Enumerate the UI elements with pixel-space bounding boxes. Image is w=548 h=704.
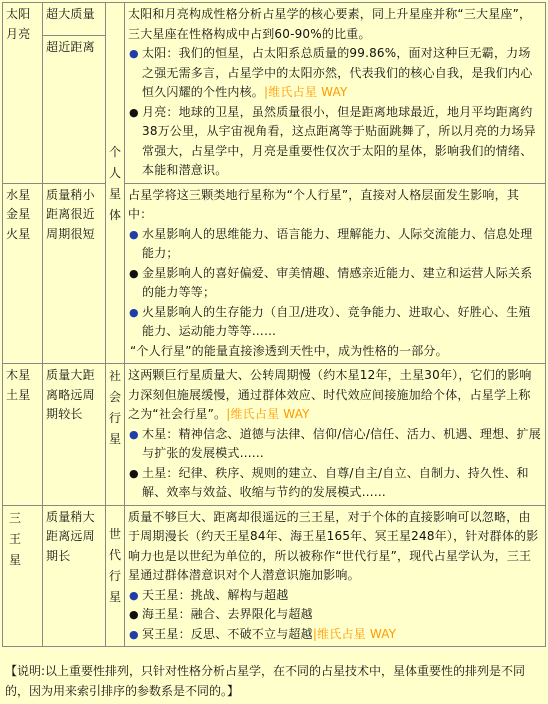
personal-intro: 占星学将这三颗类地行星称为“个人行星”，直接对人格层面发生影响，其中： (128, 187, 520, 221)
bullet-uranus-text: 天王星：挑战、解构与超越 (142, 587, 289, 602)
bullet-pluto (128, 625, 542, 645)
bullet-neptune-text: 海王星：融合、去界限化与超越 (142, 607, 313, 621)
bullet-venus-text: 金星影响人的喜好偏爱、审美情趣、情感亲近能力、建立和运营人际关系的能力等等； (142, 265, 533, 299)
bullet-sun-text: 太阳：我们的恒星，占太阳系总质量的99.86%，面对这种巨无霸，力场之强无需多言，占星学中的太阳亦然，代表我们的核心自我，是我们内心恒久闪耀的个性内核。 (142, 46, 533, 99)
desc-personal-short: 质量稍小距离很近周期很短 (43, 183, 106, 364)
row-social (3, 364, 546, 506)
name-social: 木星土星 (3, 364, 43, 506)
row-sun-moon (3, 3, 546, 36)
bullet-mars-text: 火星影响人的生存能力（自卫/进攻）、竞争能力、进取心、好胜心、生殖能力、运动能力等等…… (142, 304, 531, 338)
planets-table (2, 2, 546, 647)
desc-generational-short: 质量稍大距离远周期长 (43, 505, 106, 647)
social-intro: 这两颗巨行星质量大、公转周期慢（约木星12年，土星30年），它们的影响力深刻但施展缓慢，通过群体效应、时代效应间接施加给个体，占星学上称之为“社会行星”。 (128, 368, 532, 421)
bullet-sun-body (142, 44, 542, 103)
bullet-saturn-text: 土星：纪律、秩序、规则的建立、自尊/自主/自立、自制力、持久性、和解、效率与效益、收缩与节约的发展模式…… (142, 465, 529, 499)
name-generational-text: 三王星 (9, 510, 22, 567)
footnote: 【说明:以上重要性排列，只针对性格分析占星学，在不同的占星技术中，星体重要性的排列是不同的，因为用来索引排序的参数系是不同的。】 (5, 664, 526, 698)
bullet-sun (128, 44, 542, 103)
bullet-neptune (128, 605, 542, 625)
group-personal (106, 3, 125, 364)
group-generational (106, 505, 125, 647)
watermark-text: |维氏占星 WAY (226, 407, 310, 421)
bullet-uranus (128, 586, 542, 606)
bullet-dot-icon: ● (129, 266, 139, 280)
name-generational (3, 505, 43, 647)
bullet-pluto-text: 冥王星：反思、不破不立与超越 (142, 626, 313, 641)
bullet-mars (128, 303, 542, 342)
bullet-dot-icon: ● (129, 227, 139, 241)
level-mass: 超大质量 (43, 3, 106, 36)
social-intro-line (128, 366, 542, 425)
desc-sun-moon (125, 3, 546, 184)
bullet-mercury-text: 水星影响人的思维能力、语言能力、理解能力、人际交流能力、信息处理能力； (142, 226, 533, 260)
bullet-dot-icon: ● (129, 466, 139, 480)
bullet-dot-icon: ● (129, 47, 139, 60)
personal-outro: “个人行星”的能量直接渗透到天性中，成为性格的一部分。 (130, 343, 448, 358)
bullet-dot-icon: ● (129, 305, 139, 319)
bullet-dot-icon: ● (129, 627, 139, 641)
name-sun-moon: 太阳月亮 (3, 3, 43, 184)
group-social (106, 364, 125, 506)
bullet-jupiter-text: 木星：精神信念、道德与法律、信仰/信心/信任、活力、机遇、理想、扩展与扩张的发展模式…… (142, 426, 541, 460)
desc-social (125, 364, 546, 506)
bullet-dot-icon: ● (129, 105, 139, 119)
bullet-moon (128, 103, 542, 181)
group-label-personal: 个人星体 (109, 145, 122, 222)
bullet-saturn (128, 464, 542, 503)
group-label-social: 社会行星 (109, 369, 122, 446)
bullet-dot-icon: ● (129, 427, 139, 441)
desc-generational (125, 505, 546, 647)
bullet-dot-icon: ● (129, 608, 139, 621)
watermark-text: |维氏占星 WAY (264, 85, 348, 99)
bullet-moon-text: 月亮：地球的卫星，虽然质量很小，但是距离地球最近，地月平均距离约38万公里，从宇宙视角看，这点距离等于贴面跳舞了，所以月亮的力场异常强大，占星学中，月亮是重要性仅次于太阳的星体，影响我们的情绪、本能和潜意识。 (142, 104, 536, 177)
bullet-venus (128, 264, 542, 303)
bullet-mercury (128, 225, 542, 264)
generational-intro: 质量不够巨大、距离却很遥远的三王星，对于个体的直接影响可以忽略，由于周期漫长（约天王星84年、海王星165年、冥王星248年），针对群体的影响力也是以世纪为单位的，所以被称作“世代行星”，现代占星学认为，三王星通过群体潜意识对个人潜意识施加影响。 (128, 509, 539, 582)
bullet-dot-icon: ● (129, 588, 139, 602)
group-label-generational: 世代行星 (109, 526, 122, 604)
level-distance: 超近距离 (43, 36, 106, 183)
row-generational (3, 505, 546, 647)
sun-moon-intro: 太阳和月亮构成性格分析占星学的核心要素，同上升星座并称“三大星座”，三大星座在性格构成中占到60-90%的比重。 (128, 7, 532, 41)
bullet-jupiter (128, 425, 542, 464)
watermark-text: |维氏占星 WAY (312, 626, 397, 641)
desc-social-short: 质量大距离略远周期较长 (43, 364, 106, 506)
bullet-pluto-body (142, 625, 542, 645)
desc-personal (125, 183, 546, 364)
name-personal: 水星金星火星 (3, 183, 43, 364)
